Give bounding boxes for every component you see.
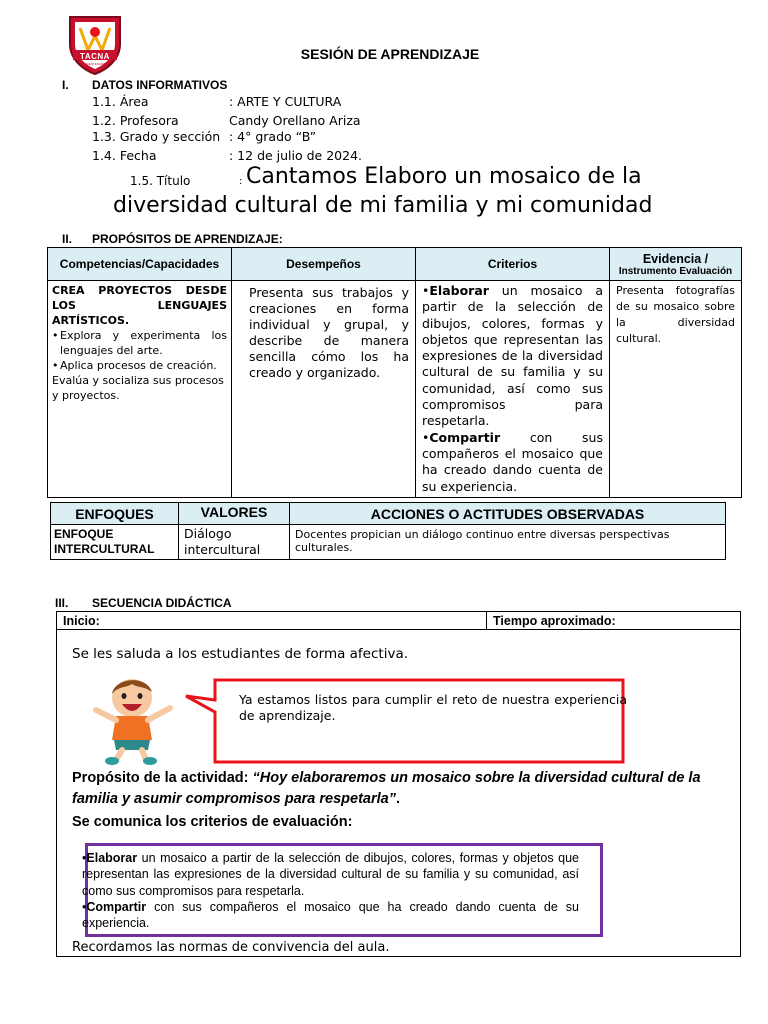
criteria-list (82, 850, 579, 931)
cell-desempeno (232, 281, 416, 498)
info-label-title: 1.5. Título (130, 174, 191, 188)
info-value-grade: : 4° grado “B” (229, 129, 317, 144)
cell-criterios (416, 281, 610, 498)
normas-text: Recordamos las normas de convivencia del aula. (72, 940, 390, 955)
evidencia-text: Presenta fotografías de su mosaico sobre la diversidad cultural. (616, 284, 735, 345)
info-label-grade: 1.3. Grado y sección (92, 129, 221, 144)
child-illustration (86, 676, 178, 766)
competencia-title: CREA PROYECTOS DESDE LOS LENGUAJES ARTÍSTICOS. (52, 284, 227, 327)
capacidad-item: • Explora y experimenta los lenguajes del arte. (52, 329, 227, 357)
tiempo-label: Tiempo aproximado: (493, 614, 616, 628)
header-evidencia (610, 248, 742, 281)
info-title-colon: : (239, 176, 243, 187)
section3-numeral: III. (55, 596, 69, 610)
criteria-item: •Compartir con sus compañeros el mosaico que ha creado dando cuenta de su experiencia. (82, 899, 579, 931)
header-acciones: ACCIONES O ACTITUDES OBSERVADAS (290, 503, 726, 525)
desempeno-text: Presenta sus trabajos y creaciones en forma individual y grupal, y describe de manera sencilla cómo los ha creado y organizado. (249, 285, 409, 380)
info-label-date: 1.4. Fecha (92, 148, 157, 163)
accion-text: Docentes propician un diálogo continuo entre diversas perspectivas culturales. (290, 525, 726, 560)
session-title-line2: diversidad cultural de mi familia y mi comunidad (113, 193, 653, 218)
logo-subtext: BICENTENARIO (83, 62, 107, 66)
proposito-label: Propósito de la actividad: (72, 770, 249, 786)
document-title: SESIÓN DE APRENDIZAJE (300, 46, 480, 62)
logo-text: TACNA (80, 52, 110, 61)
cell-competencias (48, 281, 232, 498)
proposito-paragraph (72, 768, 734, 810)
info-value-teacher: Candy Orellano Ariza (229, 113, 361, 128)
criterios-communication-label: Se comunica los criterios de evaluación: (72, 814, 353, 830)
criteria-item: •Elaborar un mosaico a partir de la selección de dibujos, colores, formas y objetos que representan las expresiones de la diversidad cultural de su familia y su comunidad, así como sus compromisos para respetarla. (82, 851, 579, 898)
inicio-label: Inicio: (63, 614, 100, 628)
header-enfoques: ENFOQUES (51, 503, 179, 525)
valor-name: Diálogo intercultural (179, 525, 290, 560)
capacidad-extra: Evalúa y socializa sus procesos y proyectos. (52, 374, 224, 402)
info-label-teacher: 1.2. Profesora (92, 113, 179, 128)
header-valores: VALORES (179, 503, 290, 525)
enfoques-body-row (51, 525, 726, 560)
greeting-text: Se les saluda a los estudiantes de forma afectiva. (72, 646, 409, 662)
speech-bubble-text: Ya estamos listos para cumplir el reto de nuestra experiencia de aprendizaje. (239, 692, 627, 723)
header-competencias: Competencias/Capacidades (48, 248, 232, 281)
info-label-area: 1.1. Área (92, 94, 149, 109)
section1-numeral: I. (62, 78, 69, 92)
header-divider (57, 629, 740, 630)
info-value-area: : ARTE Y CULTURA (229, 94, 342, 109)
section2-numeral: II. (62, 232, 73, 246)
header-criterios: Criterios (416, 248, 610, 281)
purposes-table (47, 247, 742, 498)
capacidad-item: • Aplica procesos de creación. (52, 359, 217, 372)
header-evidencia-title: Evidencia / (642, 251, 709, 266)
header-desempenos: Desempeños (232, 248, 416, 281)
header-evidencia-sub: Instrumento Evaluación (618, 265, 733, 277)
speech-bubble (183, 678, 625, 766)
session-title-line1: Cantamos Elaboro un mosaico de la (246, 164, 642, 189)
cell-evidencia (610, 281, 742, 498)
enfoques-header-row (51, 503, 726, 525)
purposes-header-row (48, 248, 742, 281)
section2-title: PROPÓSITOS DE APRENDIZAJE: (92, 232, 283, 246)
purposes-body-row (48, 281, 742, 498)
enfoque-name: ENFOQUE INTERCULTURAL (51, 525, 179, 560)
school-logo (66, 14, 124, 76)
info-value-date: : 12 de julio de 2024. (229, 148, 363, 163)
inicio-divider (486, 612, 487, 629)
section3-title: SECUENCIA DIDÁCTICA (92, 596, 232, 610)
section1-title: DATOS INFORMATIVOS (92, 78, 228, 92)
enfoques-table (50, 502, 726, 560)
criterio-item: •Elaborar un mosaico a partir de la selección de dibujos, colores, formas y objetos que representan las expresiones de la diversidad cultural de su familia y su comunidad, así como sus compromisos para respetarla. (422, 283, 603, 429)
proposito-end: . (395, 791, 401, 807)
proposito-text: “Hoy elaboraremos un mosaico sobre la diversidad cultural de la familia y asumir compromisos para respetarla” (72, 770, 701, 807)
criterio-item: •Compartir con sus compañeros el mosaico que ha creado dando cuenta de su experiencia. (422, 429, 603, 494)
